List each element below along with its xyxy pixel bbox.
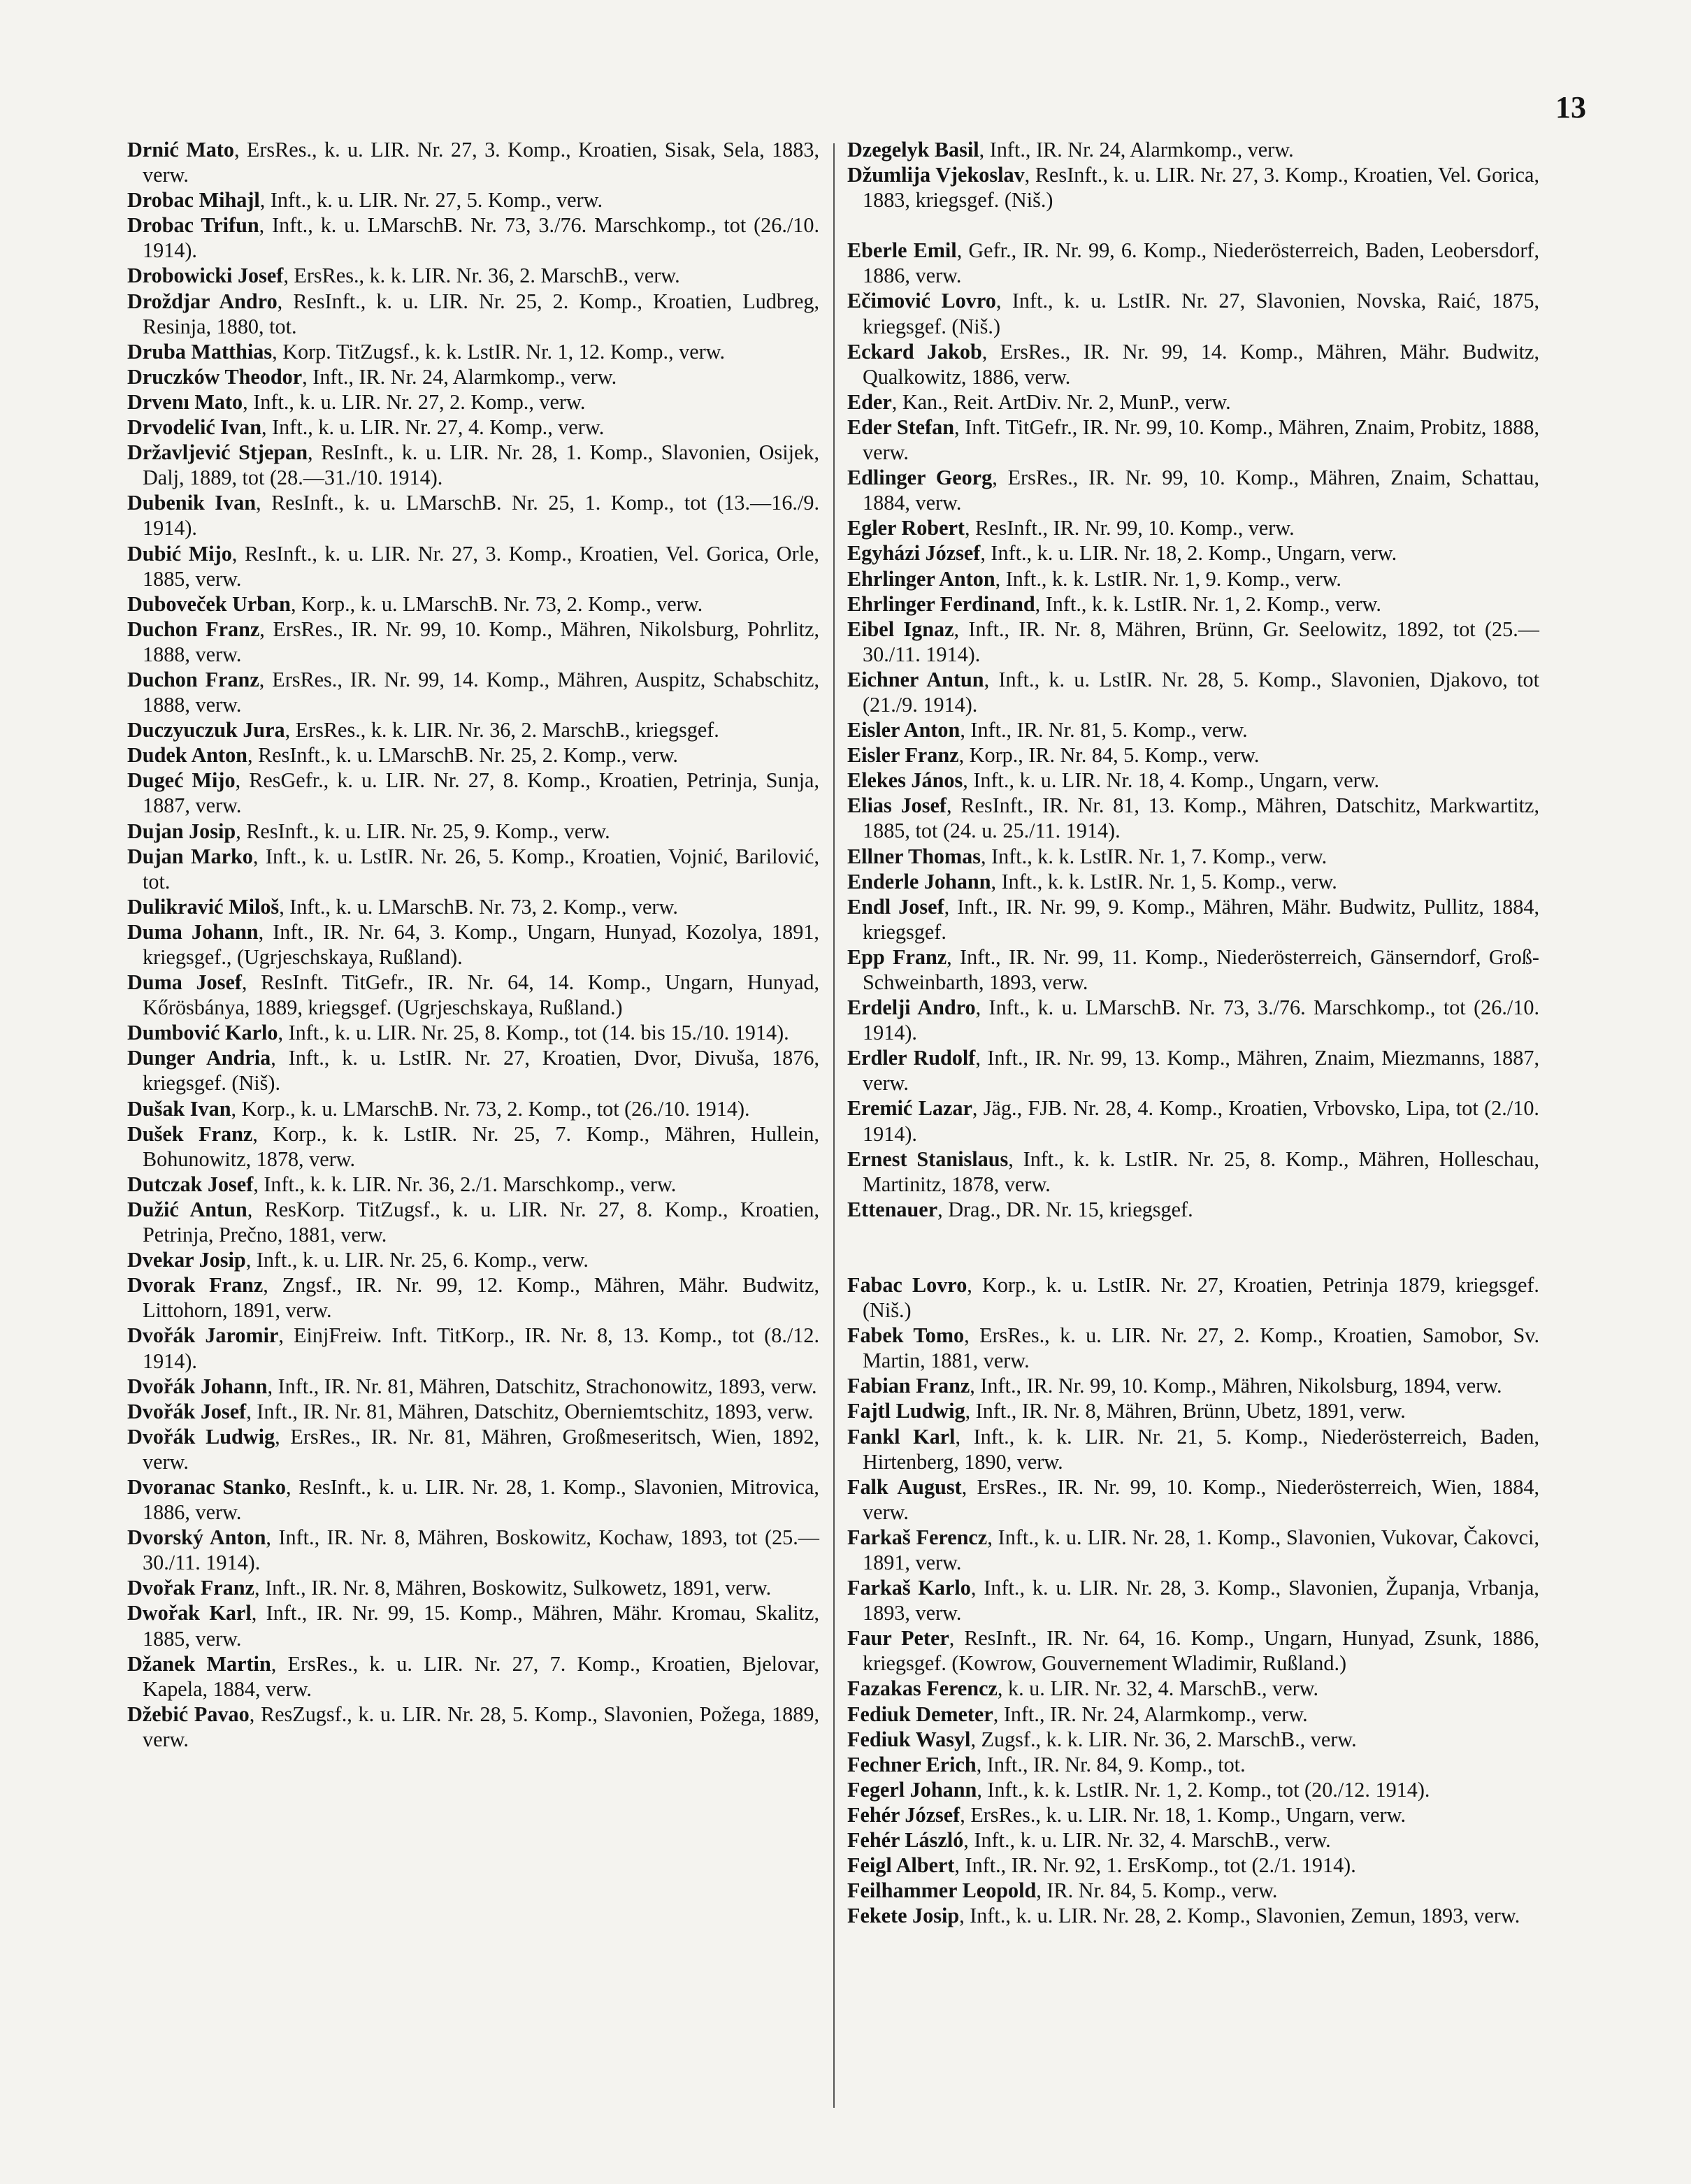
list-entry bbox=[847, 1878, 1539, 1903]
list-entry bbox=[847, 617, 1539, 667]
entry-details: , Drag., DR. Nr. 15, kriegsgef. bbox=[937, 1197, 1193, 1221]
list-entry bbox=[847, 389, 1539, 415]
list-entry bbox=[127, 617, 819, 667]
entry-name: Epp Franz bbox=[847, 944, 947, 969]
entry-name: Fehér József bbox=[847, 1802, 960, 1827]
entry-name: Farkaš Ferencz bbox=[847, 1525, 988, 1549]
entry-details: , ResGefr., k. u. LIR. Nr. 27, 8. Komp., Kroatien, Petrinja, Sunja, 1887, verw. bbox=[143, 768, 819, 818]
entry-name: Fediuk Demeter bbox=[847, 1702, 993, 1726]
entry-name: Eisler Franz bbox=[847, 743, 959, 768]
entry-name: Dwořak Karl bbox=[127, 1601, 252, 1625]
entry-name: Druba Matthias bbox=[127, 339, 273, 364]
entry-details: , ErsRes., k. k. LIR. Nr. 36, 2. MarschB., kriegsgef. bbox=[285, 718, 719, 742]
list-entry bbox=[847, 1197, 1539, 1222]
entry-details: , ResInft., k. u. LIR. Nr. 28, 1. Komp., Slavonien, Mitrovica, 1886, verw. bbox=[143, 1474, 819, 1525]
entry-name: Fabek Tomo bbox=[847, 1323, 965, 1348]
list-entry bbox=[847, 1777, 1539, 1802]
list-entry bbox=[847, 1373, 1539, 1398]
entry-name: Eisler Anton bbox=[847, 718, 960, 742]
entry-name: Duma Johann bbox=[127, 919, 259, 944]
list-entry bbox=[127, 1272, 819, 1323]
entry-name: Fajtl Ludwig bbox=[847, 1399, 965, 1423]
entry-name: Ettenauer bbox=[847, 1197, 938, 1221]
list-entry bbox=[847, 667, 1539, 717]
entry-details: , Inft., k. u. LIR. Nr. 27, 5. Komp., verw. bbox=[259, 188, 603, 213]
list-entry bbox=[127, 844, 819, 894]
page-number: 13 bbox=[1555, 90, 1586, 124]
entry-details: , Inft., k. k. LstIR. Nr. 1, 2. Komp., verw. bbox=[1035, 591, 1381, 616]
entry-name: Fediuk Wasyl bbox=[847, 1727, 971, 1751]
entry-name: Eichner Antun bbox=[847, 667, 984, 691]
entry-details: , Inft., k. u. LIR. Nr. 27, 4. Komp., verw. bbox=[261, 415, 605, 440]
entry-name: Faur Peter bbox=[847, 1626, 949, 1651]
entry-name: Dujan Marko bbox=[127, 844, 253, 868]
entry-name: Eckard Jakob bbox=[847, 339, 982, 364]
list-entry bbox=[847, 1095, 1539, 1146]
entry-details: , ErsRes., IR. Nr. 99, 10. Komp., Niederösterreich, Wien, 1884, verw. bbox=[863, 1474, 1539, 1524]
entry-name: Feigl Albert bbox=[847, 1853, 955, 1878]
entry-name: Farkaš Karlo bbox=[847, 1576, 971, 1600]
entry-details: , ResInft., k. u. LIR. Nr. 25, 9. Komp., verw. bbox=[236, 819, 610, 843]
entry-details: , Inft., k. k. LstIR. Nr. 1, 2. Komp., tot (20./12. 1914). bbox=[977, 1777, 1430, 1802]
list-entry bbox=[847, 162, 1539, 213]
list-entry bbox=[847, 465, 1539, 515]
list-entry bbox=[847, 1752, 1539, 1777]
entry-name: Droždjar Andro bbox=[127, 289, 278, 313]
entry-name: Fabian Franz bbox=[847, 1374, 970, 1398]
entry-name: Duma Josef bbox=[127, 970, 242, 995]
entry-details: , Inft., k. u. LIR. Nr. 25, 6. Komp., verw. bbox=[245, 1248, 589, 1272]
entry-name: Dvořák Jaromir bbox=[127, 1323, 279, 1348]
list-entry bbox=[847, 1853, 1539, 1878]
list-entry bbox=[847, 1727, 1539, 1752]
entry-name: Dujan Josip bbox=[127, 819, 236, 843]
list-entry bbox=[847, 339, 1539, 389]
list-entry bbox=[127, 742, 819, 768]
entry-details: , Inft., k. k. LstIR. Nr. 1, 7. Komp., verw. bbox=[980, 844, 1327, 868]
entry-details: , ResInft., k. u. LIR. Nr. 25, 2. Komp., Kroatien, Ludbreg, Resinja, 1880, tot. bbox=[143, 289, 820, 338]
entry-details: , Korp., k. k. LstIR. Nr. 25, 7. Komp., Mähren, Hullein, Bohunowitz, 1878, verw. bbox=[143, 1121, 819, 1171]
entry-name: Egyházi József bbox=[847, 541, 981, 566]
entry-name: Fankl Karl bbox=[847, 1424, 956, 1449]
entry-name: Fehér László bbox=[847, 1828, 964, 1852]
entry-details: , ResInft., IR. Nr. 99, 10. Komp., verw. bbox=[964, 516, 1295, 540]
section-gap bbox=[847, 1247, 1539, 1272]
entry-details: , Inft., k. u. LIR. Nr. 18, 2. Komp., Ungarn, verw. bbox=[980, 541, 1397, 566]
entry-details: , Inft., k. u. LIR. Nr. 28, 3. Komp., Slavonien, Županja, Vrbanja, 1893, verw. bbox=[863, 1576, 1539, 1625]
list-entry bbox=[127, 1020, 819, 1045]
entry-name: Drobac Trifun bbox=[127, 213, 259, 238]
entry-details: , ResInft., k. u. LIR. Nr. 27, 3. Komp., Kroatien, Vel. Gorica, Orle, 1885, verw. bbox=[143, 541, 819, 591]
entry-name: Eder bbox=[847, 389, 892, 414]
entry-name: Egler Robert bbox=[847, 516, 965, 540]
left-column bbox=[127, 137, 819, 1752]
entry-name: Eberle Emil bbox=[847, 238, 957, 263]
entry-name: Dvořák Johann bbox=[127, 1374, 268, 1398]
list-entry bbox=[847, 1424, 1539, 1474]
entry-name: Ehrlinger Anton bbox=[847, 566, 995, 591]
entry-name: Dudek Anton bbox=[127, 743, 247, 768]
entry-name: Džanek Martin bbox=[127, 1651, 271, 1676]
list-entry bbox=[127, 1374, 819, 1399]
entry-name: Druczków Theodor bbox=[127, 364, 303, 389]
list-entry bbox=[127, 263, 819, 288]
entry-name: Eder Stefan bbox=[847, 415, 954, 439]
entry-name: Fekete Josip bbox=[847, 1904, 960, 1928]
entry-details: , Inft., k. u. LstIR. Nr. 28, 5. Komp., Slavonien, Djakovo, tot (21./9. 1914). bbox=[863, 667, 1539, 717]
list-entry bbox=[127, 1474, 819, 1525]
entry-details: , ResInft., k. u. LIR. Nr. 27, 3. Komp., Kroatien, Vel. Gorica, 1883, kriegsgef. (Niš.) bbox=[863, 163, 1540, 213]
entry-details: , Inft., k. k. LIR. Nr. 36, 2./1. Marschkomp., verw. bbox=[253, 1172, 677, 1196]
entry-details: , Inft., k. u. LMarschB. Nr. 73, 2. Komp., verw. bbox=[279, 894, 678, 919]
list-entry bbox=[127, 1600, 819, 1651]
entry-details: , ResInft., IR. Nr. 64, 16. Komp., Ungarn, Hunyad, Zsunk, 1886, kriegsgef. (Kowrow, Gouvernement Wladimir, Rußland.) bbox=[863, 1626, 1539, 1676]
entry-name: Endl Josef bbox=[847, 894, 944, 919]
entry-details: , Inft., k. u. LIR. Nr. 27, 2. Komp., verw. bbox=[243, 389, 586, 414]
list-entry bbox=[847, 869, 1539, 894]
entry-name: Dvekar Josip bbox=[127, 1248, 246, 1272]
entry-details: , ResInft., k. u. LMarschB. Nr. 25, 2. Komp., verw. bbox=[247, 743, 678, 768]
entry-name: Duboveček Urban bbox=[127, 591, 291, 616]
list-entry bbox=[127, 1525, 819, 1575]
list-entry bbox=[127, 137, 819, 187]
entry-details: , ResInft., k. u. LMarschB. Nr. 25, 1. Komp., tot (13.—16./9. 1914). bbox=[143, 491, 819, 540]
entry-details: , Inft., k. k. LIR. Nr. 21, 5. Komp., Niederösterreich, Baden, Hirtenberg, 1890, verw. bbox=[863, 1424, 1539, 1474]
list-entry bbox=[847, 1827, 1539, 1853]
entry-name: Erdelji Andro bbox=[847, 996, 976, 1020]
list-entry bbox=[127, 1197, 819, 1247]
entry-details: , Inft., IR. Nr. 8, Mähren, Boskowitz, Kochaw, 1893, tot (25.—30./11. 1914). bbox=[143, 1525, 819, 1575]
list-entry bbox=[127, 1323, 819, 1373]
entry-details: , ResInft. TitGefr., IR. Nr. 64, 14. Komp., Ungarn, Hunyad, Kőrösbánya, 1889, kriegsgef. (Ugrjeschskaya, Rußland.) bbox=[143, 970, 820, 1020]
entry-name: Enderle Johann bbox=[847, 869, 991, 893]
entry-details: , Inft., IR. Nr. 92, 1. ErsKomp., tot (2./1. 1914). bbox=[954, 1853, 1356, 1878]
list-entry bbox=[847, 540, 1539, 566]
entry-name: Dvorský Anton bbox=[127, 1525, 266, 1550]
entry-name: Elias Josef bbox=[847, 793, 947, 818]
list-entry bbox=[847, 717, 1539, 742]
entry-name: Edlinger Georg bbox=[847, 466, 993, 490]
list-entry bbox=[127, 667, 819, 717]
entry-details: , Inft., k. u. LMarschB. Nr. 73, 3./76. Marschkomp., tot (26./10. 1914). bbox=[863, 996, 1539, 1045]
entry-name: Dubić Mijo bbox=[127, 541, 232, 566]
entry-name: Duczyuczuk Jura bbox=[127, 718, 285, 742]
list-entry bbox=[847, 288, 1539, 338]
entry-details: , Inft. TitGefr., IR. Nr. 99, 10. Komp., Mähren, Znaim, Probitz, 1888, verw. bbox=[863, 415, 1539, 465]
list-entry bbox=[847, 1575, 1539, 1625]
entry-name: Fechner Erich bbox=[847, 1752, 977, 1776]
list-entry bbox=[127, 289, 819, 339]
entry-details: , Inft., IR. Nr. 81, 5. Komp., verw. bbox=[960, 718, 1248, 742]
entry-details: , Inft., k. u. LIR. Nr. 25, 8. Komp., tot (14. bis 15./10. 1914). bbox=[278, 1021, 789, 1045]
entry-details: , Kan., Reit. ArtDiv. Nr. 2, MunP., verw. bbox=[891, 389, 1231, 414]
entry-details: , Inft., IR. Nr. 99, 11. Komp., Niederösterreich, Gänserndorf, Groß-Schweinbarth, 1893, verw. bbox=[863, 944, 1539, 994]
entry-details: , Inft., k. k. LstIR. Nr. 25, 8. Komp., Mähren, Holleschau, Martinitz, 1878, verw. bbox=[863, 1147, 1539, 1196]
list-entry bbox=[847, 1802, 1539, 1827]
entry-name: Fazakas Ferencz bbox=[847, 1676, 998, 1701]
entry-name: Erdler Rudolf bbox=[847, 1046, 976, 1070]
entry-name: Dvořák Ludwig bbox=[127, 1424, 275, 1449]
entry-details: , Inft., k. u. LIR. Nr. 18, 4. Komp., Ungarn, verw. bbox=[963, 768, 1380, 793]
entry-details: , Inft., k. u. LstIR. Nr. 27, Kroatien, Dvor, Divuša, 1876, kriegsgef. (Niš). bbox=[143, 1046, 819, 1095]
list-entry bbox=[847, 944, 1539, 995]
entry-name: Dugeć Mijo bbox=[127, 768, 236, 793]
list-entry bbox=[127, 1172, 819, 1197]
list-entry bbox=[127, 213, 819, 263]
entry-name: Drobowicki Josef bbox=[127, 264, 284, 288]
list-entry bbox=[127, 364, 819, 389]
entry-details: , Inft., k. k. LstIR. Nr. 1, 9. Komp., verw. bbox=[995, 566, 1341, 591]
entry-name: Ernest Stanislaus bbox=[847, 1147, 1009, 1171]
entry-details: , Inft., IR. Nr. 24, Alarmkomp., verw. bbox=[979, 138, 1294, 161]
entry-details: , Inft., IR. Nr. 81, Mähren, Datschitz, Strachonowitz, 1893, verw. bbox=[267, 1374, 817, 1398]
list-entry bbox=[127, 1424, 819, 1474]
entry-details: , ResInft., IR. Nr. 81, 13. Komp., Mähren, Datschitz, Markwartitz, 1885, tot (24. u. 25./11. 1914). bbox=[863, 793, 1539, 843]
entry-name: Dumbović Karlo bbox=[127, 1021, 278, 1045]
list-entry bbox=[847, 566, 1539, 591]
list-entry bbox=[127, 490, 819, 540]
list-entry bbox=[847, 1147, 1539, 1197]
entry-details: , Inft., IR. Nr. 8, Mähren, Brünn, Gr. Seelowitz, 1892, tot (25.—30./11. 1914). bbox=[863, 617, 1539, 666]
list-entry bbox=[127, 717, 819, 742]
list-entry bbox=[127, 187, 819, 213]
entry-details: , ErsRes., k. u. LIR. Nr. 27, 2. Komp., Kroatien, Samobor, Sv. Martin, 1881, verw. bbox=[863, 1323, 1539, 1373]
entry-name: Dubenik Ivan bbox=[127, 491, 256, 515]
entry-details: , Inft., IR. Nr. 8, Mähren, Boskowitz, Sulkowetz, 1891, verw. bbox=[254, 1576, 772, 1600]
entry-details: , Korp., IR. Nr. 84, 5. Komp., verw. bbox=[958, 743, 1260, 768]
entry-details: , Inft., k. u. LIR. Nr. 28, 1. Komp., Slavonien, Vukovar, Čakovci, 1891, verw. bbox=[863, 1525, 1539, 1574]
entry-name: Ellner Thomas bbox=[847, 844, 981, 868]
entry-name: Ečimović Lovro bbox=[847, 289, 996, 313]
entry-name: Fabac Lovro bbox=[847, 1272, 967, 1297]
entry-name: Džebić Pavao bbox=[127, 1702, 250, 1726]
list-entry bbox=[127, 339, 819, 364]
list-entry bbox=[847, 1903, 1539, 1928]
entry-details: , Inft., IR. Nr. 99, 9. Komp., Mähren, Mähr. Budwitz, Pullitz, 1884, kriegsgef. bbox=[863, 894, 1539, 944]
list-entry bbox=[127, 1247, 819, 1272]
entry-details: , Korp., k. u. LMarschB. Nr. 73, 2. Komp., tot (26./10. 1914). bbox=[231, 1096, 750, 1121]
entry-name: Ehrlinger Ferdinand bbox=[847, 591, 1035, 616]
entry-details: , Inft., IR. Nr. 24, Alarmkomp., verw. bbox=[302, 364, 617, 389]
entry-details: , Korp., k. u. LstIR. Nr. 27, Kroatien, Petrinja 1879, kriegsgef. (Niš.) bbox=[863, 1272, 1539, 1323]
list-entry bbox=[847, 894, 1539, 944]
column-divider bbox=[833, 143, 835, 2108]
list-entry bbox=[127, 591, 819, 617]
entry-details: , Inft., IR. Nr. 99, 13. Komp., Mähren, Znaim, Miezmanns, 1887, verw. bbox=[863, 1046, 1539, 1095]
entry-details: , Inft., k. u. LIR. Nr. 32, 4. MarschB., verw. bbox=[963, 1828, 1331, 1852]
list-entry bbox=[127, 1399, 819, 1424]
list-entry bbox=[847, 1676, 1539, 1701]
list-entry bbox=[847, 1474, 1539, 1525]
list-entry bbox=[127, 819, 819, 844]
list-entry bbox=[847, 1702, 1539, 1727]
entry-name: Drvenı Mato bbox=[127, 389, 243, 414]
entry-name: Dušek Franz bbox=[127, 1121, 253, 1146]
right-column bbox=[847, 137, 1539, 1928]
entry-name: Dvořák Josef bbox=[127, 1399, 247, 1423]
entry-details: , ErsRes., IR. Nr. 99, 10. Komp., Mähren, Znaim, Schattau, 1884, verw. bbox=[863, 466, 1539, 515]
entry-details: , Inft., k. u. LMarschB. Nr. 73, 3./76. Marschkomp., tot (26./10. 1914). bbox=[143, 213, 819, 263]
list-entry bbox=[847, 1323, 1539, 1373]
list-entry bbox=[127, 970, 819, 1020]
entry-name: Džumlija Vjekoslav bbox=[847, 163, 1025, 187]
entry-details: , Inft., k. k. LstIR. Nr. 1, 5. Komp., verw. bbox=[991, 869, 1337, 893]
entry-details: , Inft., k. u. LstIR. Nr. 26, 5. Komp., Kroatien, Vojnić, Barilović, tot. bbox=[143, 844, 820, 893]
entry-details: , Zngsf., IR. Nr. 99, 12. Komp., Mähren, Mähr. Budwitz, Littohorn, 1891, verw. bbox=[143, 1273, 820, 1323]
entry-name: Drvodelić Ivan bbox=[127, 415, 262, 440]
section-gap bbox=[847, 213, 1539, 238]
entry-details: , ErsRes., k. u. LIR. Nr. 27, 3. Komp., Kroatien, Sisak, Sela, 1883, verw. bbox=[143, 138, 819, 187]
list-entry bbox=[847, 515, 1539, 540]
entry-details: , Inft., IR. Nr. 99, 15. Komp., Mähren, Mähr. Kromau, Skalitz, 1885, verw. bbox=[143, 1601, 819, 1651]
entry-name: Državljević Stjepan bbox=[127, 440, 308, 465]
entry-name: Eibel Ignaz bbox=[847, 617, 954, 641]
entry-name: Duchon Franz bbox=[127, 667, 259, 691]
entry-name: Dvorak Franz bbox=[127, 1273, 264, 1298]
entry-name: Dvořak Franz bbox=[127, 1576, 254, 1600]
list-entry bbox=[847, 1272, 1539, 1323]
list-entry bbox=[847, 1398, 1539, 1423]
list-entry bbox=[847, 415, 1539, 465]
entry-name: Dzegelyk Basil bbox=[847, 138, 979, 161]
entry-details: , ErsRes., k. u. LIR. Nr. 18, 1. Komp., Ungarn, verw. bbox=[960, 1802, 1406, 1827]
entry-details: , Gefr., IR. Nr. 99, 6. Komp., Niederösterreich, Baden, Leobersdorf, 1886, verw. bbox=[863, 238, 1540, 288]
entry-name: Drobac Mihajl bbox=[127, 188, 260, 213]
entry-details: , ResKorp. TitZugsf., k. u. LIR. Nr. 27, 8. Komp., Kroatien, Petrinja, Prečno, 1881, verw. bbox=[143, 1197, 819, 1247]
list-entry bbox=[127, 440, 819, 490]
entry-details: , ErsRes., IR. Nr. 99, 14. Komp., Mähren, Auspitz, Schabschitz, 1888, verw. bbox=[143, 667, 819, 717]
section-gap bbox=[847, 1222, 1539, 1247]
list-entry bbox=[847, 1045, 1539, 1095]
entry-name: Drnić Mato bbox=[127, 138, 234, 161]
entry-details: , Inft., k. u. LstIR. Nr. 27, Slavonien, Novska, Raić, 1875, kriegsgef. (Niš.) bbox=[863, 289, 1540, 338]
entry-name: Duchon Franz bbox=[127, 617, 260, 641]
entry-name: Feilhammer Leopold bbox=[847, 1878, 1037, 1903]
entry-name: Fegerl Johann bbox=[847, 1777, 977, 1802]
list-entry bbox=[127, 894, 819, 919]
entry-details: , ErsRes., k. u. LIR. Nr. 27, 7. Komp., Kroatien, Bjelovar, Kapela, 1884, verw. bbox=[143, 1651, 820, 1701]
entry-name: Dunger Andria bbox=[127, 1046, 271, 1070]
entry-details: , Inft., IR. Nr. 81, Mähren, Datschitz, Oberniemtschitz, 1893, verw. bbox=[246, 1399, 814, 1423]
entry-details: , k. u. LIR. Nr. 32, 4. MarschB., verw. bbox=[997, 1676, 1319, 1701]
list-entry bbox=[127, 389, 819, 415]
entry-details: , ErsRes., k. k. LIR. Nr. 36, 2. MarschB., verw. bbox=[283, 264, 680, 288]
list-entry bbox=[127, 1702, 819, 1752]
list-entry bbox=[127, 541, 819, 591]
entry-details: , Jäg., FJB. Nr. 28, 4. Komp., Kroatien, Vrbovsko, Lipa, tot (2./10. 1914). bbox=[863, 1096, 1539, 1146]
entry-details: , Inft., IR. Nr. 24, Alarmkomp., verw. bbox=[993, 1702, 1308, 1726]
list-entry bbox=[847, 137, 1539, 162]
list-entry bbox=[127, 768, 819, 818]
entry-details: , ResInft., k. u. LIR. Nr. 28, 1. Komp., Slavonien, Osijek, Dalj, 1889, tot (28.—31./10. 1914). bbox=[143, 440, 820, 490]
entry-name: Elekes János bbox=[847, 768, 963, 793]
list-entry bbox=[847, 1625, 1539, 1676]
entry-details: , IR. Nr. 84, 5. Komp., verw. bbox=[1036, 1878, 1278, 1903]
list-entry bbox=[127, 1651, 819, 1702]
list-entry bbox=[127, 415, 819, 440]
list-entry bbox=[127, 919, 819, 970]
entry-details: , EinjFreiw. Inft. TitKorp., IR. Nr. 8, 13. Komp., tot (8./12. 1914). bbox=[143, 1323, 819, 1373]
entry-details: , ErsRes., IR. Nr. 81, Mähren, Großmeseritsch, Wien, 1892, verw. bbox=[143, 1424, 819, 1474]
entry-name: Eremić Lazar bbox=[847, 1096, 972, 1121]
entry-name: Dužić Antun bbox=[127, 1197, 247, 1221]
list-entry bbox=[847, 742, 1539, 768]
entry-details: , ResZugsf., k. u. LIR. Nr. 28, 5. Komp., Slavonien, Požega, 1889, verw. bbox=[143, 1702, 819, 1751]
list-entry bbox=[847, 238, 1539, 288]
list-entry bbox=[127, 1096, 819, 1121]
entry-name: Dulikravić Miloš bbox=[127, 894, 280, 919]
entry-details: , Korp., k. u. LMarschB. Nr. 73, 2. Komp., verw. bbox=[290, 591, 703, 616]
list-entry bbox=[847, 793, 1539, 843]
entry-details: , Zugsf., k. k. LIR. Nr. 36, 2. MarschB., verw. bbox=[970, 1727, 1357, 1751]
list-entry bbox=[847, 995, 1539, 1045]
entry-name: Falk August bbox=[847, 1474, 962, 1499]
entry-details: , Inft., k. u. LIR. Nr. 28, 2. Komp., Slavonien, Zemun, 1893, verw. bbox=[959, 1904, 1520, 1928]
list-entry bbox=[127, 1575, 819, 1600]
entry-details: , Inft., IR. Nr. 64, 3. Komp., Ungarn, Hunyad, Kozolya, 1891, kriegsgef., (Ugrjeschskaya, Rußland). bbox=[143, 919, 819, 969]
entry-details: , ErsRes., IR. Nr. 99, 10. Komp., Mähren, Nikolsburg, Pohrlitz, 1888, verw. bbox=[143, 617, 819, 666]
list-entry bbox=[847, 768, 1539, 793]
list-entry bbox=[847, 591, 1539, 617]
entry-details: , ErsRes., IR. Nr. 99, 14. Komp., Mähren, Mähr. Budwitz, Qualkowitz, 1886, verw. bbox=[863, 339, 1539, 389]
entry-name: Dutczak Josef bbox=[127, 1172, 254, 1196]
entry-name: Dušak Ivan bbox=[127, 1096, 231, 1121]
entry-details: , Korp. TitZugsf., k. k. LstIR. Nr. 1, 12. Komp., verw. bbox=[272, 339, 726, 364]
entry-details: , Inft., IR. Nr. 99, 10. Komp., Mähren, Nikolsburg, 1894, verw. bbox=[970, 1374, 1502, 1398]
entry-name: Dvoranac Stanko bbox=[127, 1474, 287, 1499]
entry-details: , Inft., IR. Nr. 84, 9. Komp., tot. bbox=[976, 1752, 1246, 1776]
list-entry bbox=[127, 1045, 819, 1095]
list-entry bbox=[847, 844, 1539, 869]
list-entry bbox=[127, 1121, 819, 1172]
entry-details: , Inft., IR. Nr. 8, Mähren, Brünn, Ubetz, 1891, verw. bbox=[965, 1399, 1406, 1423]
list-entry bbox=[847, 1525, 1539, 1575]
